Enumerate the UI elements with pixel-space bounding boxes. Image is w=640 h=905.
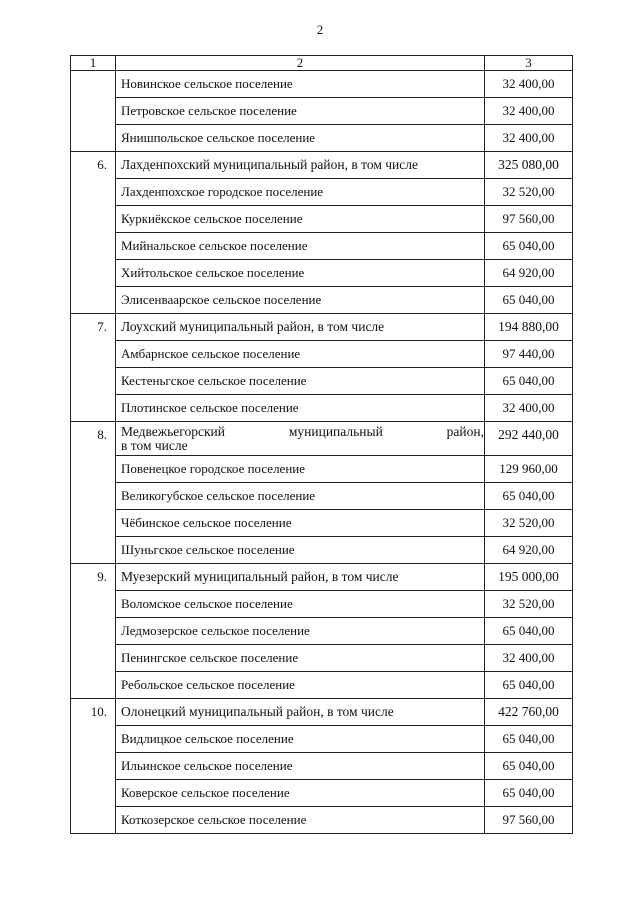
table-header-row (71, 56, 573, 71)
settlement-row (71, 395, 573, 422)
settlement-row (71, 260, 573, 287)
settlement-name: Кестеньгское сельское поселение (116, 368, 485, 395)
settlement-amount: 32 520,00 (485, 591, 573, 618)
settlement-row (71, 71, 573, 98)
settlement-row (71, 591, 573, 618)
settlement-name: Янишпольское сельское поселение (116, 125, 485, 152)
settlement-amount: 65 040,00 (485, 233, 573, 260)
settlement-name: Элисенваарское сельское поселение (116, 287, 485, 314)
settlement-amount: 65 040,00 (485, 287, 573, 314)
settlement-name: Шуньгское сельское поселение (116, 537, 485, 564)
settlement-amount: 32 400,00 (485, 645, 573, 672)
settlement-row (71, 368, 573, 395)
district-amount: 325 080,00 (485, 152, 573, 179)
settlement-row (71, 206, 573, 233)
settlement-amount: 65 040,00 (485, 726, 573, 753)
settlement-name: Мийнальское сельское поселение (116, 233, 485, 260)
column-header-3: 3 (485, 56, 573, 71)
district-row (71, 564, 573, 591)
district-name-line-1: Медвежьегорский муниципальный район, (121, 424, 484, 439)
district-amount: 194 880,00 (485, 314, 573, 341)
settlement-amount: 97 560,00 (485, 206, 573, 233)
district-amount: 292 440,00 (485, 422, 573, 456)
row-number: 9. (71, 564, 116, 699)
settlement-amount: 32 400,00 (485, 98, 573, 125)
settlement-row (71, 537, 573, 564)
district-row (71, 314, 573, 341)
district-row (71, 699, 573, 726)
settlement-row (71, 618, 573, 645)
settlement-row (71, 179, 573, 206)
settlement-name: Пенингское сельское поселение (116, 645, 485, 672)
settlement-name: Воломское сельское поселение (116, 591, 485, 618)
settlement-row (71, 726, 573, 753)
district-name: Олонецкий муниципальный район, в том числе (116, 699, 485, 726)
settlement-name: Коткозерское сельское поселение (116, 807, 485, 834)
row-number: 10. (71, 699, 116, 834)
settlement-amount: 32 520,00 (485, 510, 573, 537)
district-row (71, 152, 573, 179)
settlement-name: Плотинское сельское поселение (116, 395, 485, 422)
settlement-amount: 97 440,00 (485, 341, 573, 368)
settlement-amount: 32 400,00 (485, 71, 573, 98)
settlement-amount: 97 560,00 (485, 807, 573, 834)
settlement-row (71, 125, 573, 152)
settlement-name: Ледмозерское сельское поселение (116, 618, 485, 645)
settlement-name: Ребольское сельское поселение (116, 672, 485, 699)
settlement-amount: 65 040,00 (485, 483, 573, 510)
settlement-amount: 65 040,00 (485, 618, 573, 645)
settlement-amount: 65 040,00 (485, 753, 573, 780)
settlement-amount: 32 400,00 (485, 125, 573, 152)
settlement-amount: 65 040,00 (485, 368, 573, 395)
district-name-line-2: в том числе (121, 438, 188, 453)
settlement-row (71, 780, 573, 807)
settlement-row (71, 807, 573, 834)
district-name: Лахденпохский муниципальный район, в том числе (116, 152, 485, 179)
settlement-name: Видлицкое сельское поселение (116, 726, 485, 753)
settlement-row (71, 672, 573, 699)
settlement-row (71, 483, 573, 510)
settlement-row (71, 287, 573, 314)
settlement-row (71, 456, 573, 483)
page-number: 2 (316, 22, 324, 37)
settlement-row (71, 645, 573, 672)
table-body (71, 71, 573, 834)
district-amount: 422 760,00 (485, 699, 573, 726)
settlement-amount: 64 920,00 (485, 537, 573, 564)
column-header-1: 1 (71, 56, 116, 71)
row-number (71, 71, 116, 152)
settlement-name: Амбарнское сельское поселение (116, 341, 485, 368)
settlement-row (71, 98, 573, 125)
settlement-row (71, 753, 573, 780)
settlement-row (71, 510, 573, 537)
municipal-allocation-table (70, 55, 573, 834)
settlement-name: Куркиёкское сельское поселение (116, 206, 485, 233)
settlement-name: Хийтольское сельское поселение (116, 260, 485, 287)
settlement-name: Ильинское сельское поселение (116, 753, 485, 780)
settlement-amount: 32 400,00 (485, 395, 573, 422)
settlement-row (71, 341, 573, 368)
district-amount: 195 000,00 (485, 564, 573, 591)
district-row (71, 422, 573, 456)
settlement-amount: 129 960,00 (485, 456, 573, 483)
settlement-name: Коверское сельское поселение (116, 780, 485, 807)
row-number: 7. (71, 314, 116, 422)
settlement-row (71, 233, 573, 260)
district-name: Муезерский муниципальный район, в том числе (116, 564, 485, 591)
settlement-name: Петровское сельское поселение (116, 98, 485, 125)
row-number: 6. (71, 152, 116, 314)
settlement-name: Чёбинское сельское поселение (116, 510, 485, 537)
row-number: 8. (71, 422, 116, 564)
settlement-amount: 65 040,00 (485, 672, 573, 699)
settlement-name: Великогубское сельское поселение (116, 483, 485, 510)
district-name: Лоухский муниципальный район, в том числе (116, 314, 485, 341)
settlement-name: Лахденпохское городское поселение (116, 179, 485, 206)
settlement-amount: 65 040,00 (485, 780, 573, 807)
settlement-name: Новинское сельское поселение (116, 71, 485, 98)
settlement-amount: 32 520,00 (485, 179, 573, 206)
district-name (116, 422, 485, 456)
settlement-amount: 64 920,00 (485, 260, 573, 287)
settlement-name: Повенецкое городское поселение (116, 456, 485, 483)
column-header-2: 2 (116, 56, 485, 71)
